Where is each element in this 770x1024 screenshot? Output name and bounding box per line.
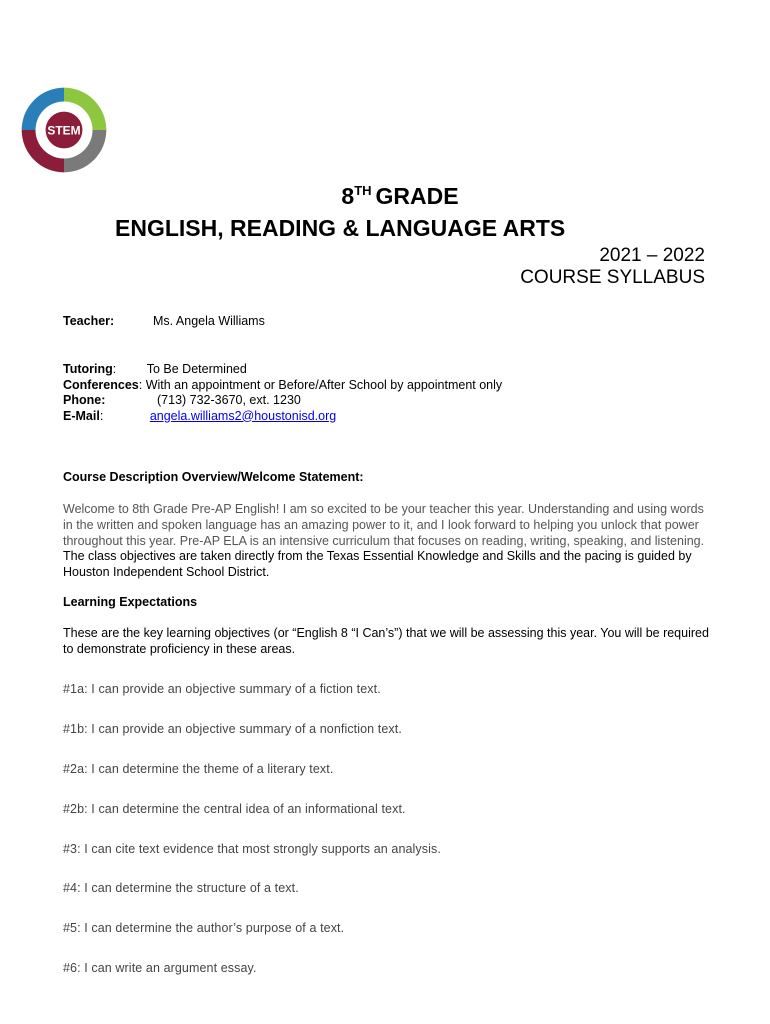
objective-item: #2a: I can determine the theme of a literary text.	[63, 762, 334, 776]
expectations-heading: Learning Expectations	[63, 595, 198, 609]
teacher-row	[63, 314, 265, 330]
email-label: E-Mail	[63, 408, 100, 423]
email-row	[63, 409, 502, 425]
phone-row	[63, 393, 502, 409]
description-heading: Course Description Overview/Welcome Statement:	[63, 470, 364, 484]
teacher-value: Ms. Angela Williams	[153, 314, 265, 328]
doc-type: COURSE SYLLABUS	[520, 267, 705, 288]
subject-title: ENGLISH, READING & LANGUAGE ARTS	[115, 215, 566, 241]
tutoring-label: Tutoring	[63, 362, 113, 376]
logo-center-text: STEM	[47, 123, 81, 138]
tutoring-colon: :	[112, 362, 117, 376]
email-colon: :	[99, 408, 104, 423]
phone-label: Phone:	[63, 393, 106, 407]
objective-item: #5: I can determine the author’s purpose of a text.	[63, 921, 345, 935]
grade-word: GRADE	[375, 183, 459, 209]
objective-item: #6: I can write an argument essay.	[63, 961, 257, 975]
email-link[interactable]: angela.williams2@houstonisd.org	[149, 408, 337, 423]
conferences-colon: :	[138, 377, 143, 392]
objective-item: #4: I can determine the structure of a text.	[63, 881, 299, 895]
stem-logo	[18, 84, 110, 176]
grade-number: 8	[341, 183, 355, 209]
objective-item: #2b: I can determine the central idea of an informational text.	[63, 802, 406, 816]
tutoring-row	[63, 362, 502, 378]
objective-item: #3: I can cite text evidence that most strongly supports an analysis.	[63, 842, 441, 856]
phone-value: (713) 732-3670, ext. 1230	[157, 393, 301, 407]
school-years: 2021 – 2022	[599, 245, 705, 266]
grade-superscript: TH	[354, 183, 372, 198]
conferences-label: Conferences	[63, 377, 139, 392]
teacher-label: Teacher:	[63, 314, 115, 328]
contact-block	[63, 362, 502, 424]
conferences-row	[63, 378, 502, 394]
conferences-value: With an appointment or Before/After School by appointment only	[145, 377, 503, 392]
objective-item: #1a: I can provide an objective summary of a fiction text.	[63, 682, 381, 696]
description-body-grey: Welcome to 8th Grade Pre-AP English! I am so excited to be your teacher this year. Understanding and using words in the written and spoken language has an amazing power to it, and I look forward to helping you unlock that power throughout this year. Pre-AP ELA is an intensive curriculum that focuses on reading, writing, speaking, and listening.	[63, 502, 705, 548]
description-body-black: The class objectives are taken directly from the Texas Essential Knowledge and Skills and the pacing is guided by Houston Independent School District.	[63, 549, 692, 580]
expectations-intro: These are the key learning objectives (or “English 8 “I Can’s”) that we will be assessing this year. You will be required to demonstrate proficiency in these areas.	[63, 626, 709, 656]
objective-item: #1b: I can provide an objective summary of a nonfiction text.	[63, 722, 402, 736]
description-body	[63, 502, 713, 581]
grade-title	[0, 183, 770, 210]
tutoring-value: To Be Determined	[146, 362, 247, 376]
